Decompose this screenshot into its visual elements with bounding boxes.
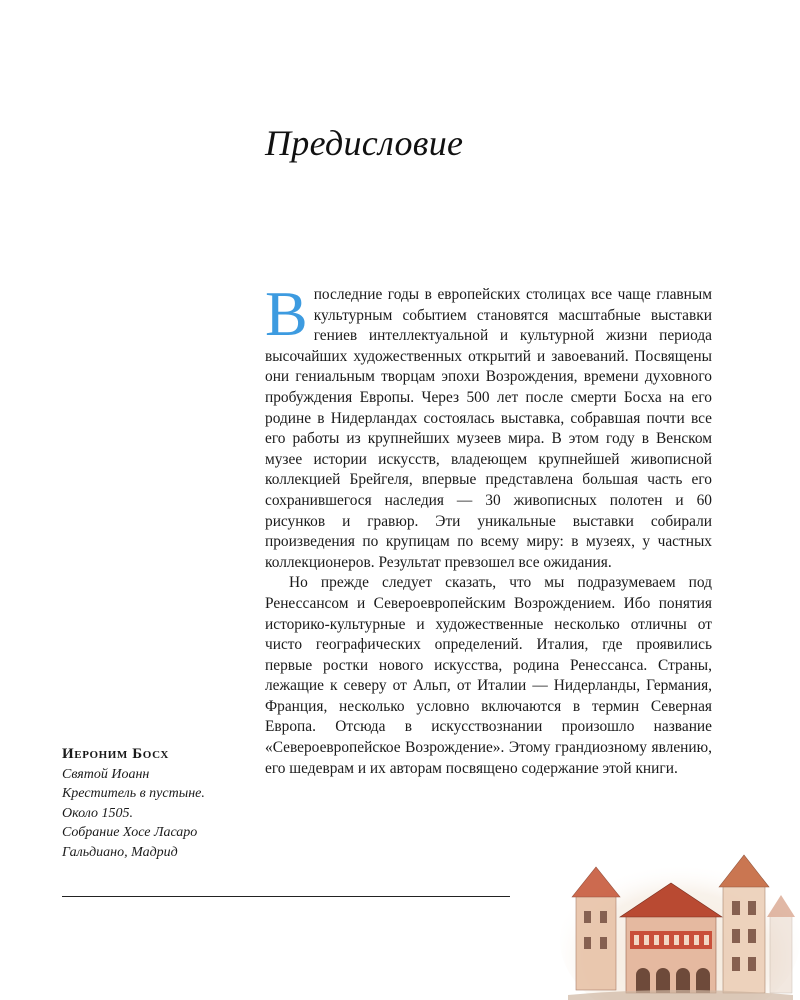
caption-line-1: Святой Иоанн	[62, 766, 150, 782]
caption-line-3: Около 1505.	[62, 805, 134, 821]
paragraph-2: Но прежде следует сказать, что мы подразумеваем под Ренессансом и Североевропейским Возрождением. Ибо понятия историко-культурные и художественные несколько отличны от чисто географических определений. Италия, где проявились первые ростки нового искусства, родина Ренессанса. Страны, лежащие к северу от Альп, от Италии — Нидерланды, Германия, Франция, несколько условно включаются в термин Северная Европа. Отсюда в искусствознании произошло название «Североевропейское Возрождение». Этому грандиозному явлению, его шедеврам и их авторам посвящено содержание этой книги.	[265, 574, 712, 777]
body-text	[265, 278, 712, 779]
image-caption	[62, 745, 252, 862]
castle-illustration	[548, 845, 800, 1000]
caption-line-5: Гальдиано, Мадрид	[62, 844, 178, 860]
drop-cap: В	[265, 278, 308, 349]
footer-rule	[62, 896, 510, 897]
caption-line-2: Креститель в пустыне.	[62, 786, 205, 801]
caption-line-4: Собрание Хосе Ласаро	[62, 825, 198, 840]
paragraph-1-text: последние годы в европейских столицах все чаще главным культурным событием становятся масштабные выставки гениев интеллектуальной и культурной жизни периода высочайших художественных открытий и завоеваний. Посвящены они гениальным творцам эпохи Возрождения, времени духовного пробуждения Европы. Через 500 лет после смерти Босха на его родине в Нидерландах состоялась выставка, собравшая почти все его работы из крупнейших музеев мира. В этом году в Венском музее истории искусств, владеющем крупнейшей живописной коллекцией Брейгеля, впервые представлена большая часть его сохранившегося наследия — 30 живописных полотен и 60 рисунков и гравюр. Эти уникальные выставки собирали произведения по крупицам по всему миру: в музеях, у частных коллекционеров. Результат превзошел все ожидания.	[265, 286, 712, 571]
page-title: Предисловие	[265, 123, 464, 163]
caption-artist: Иероним Босх	[62, 746, 169, 762]
paragraph-1	[265, 278, 712, 573]
